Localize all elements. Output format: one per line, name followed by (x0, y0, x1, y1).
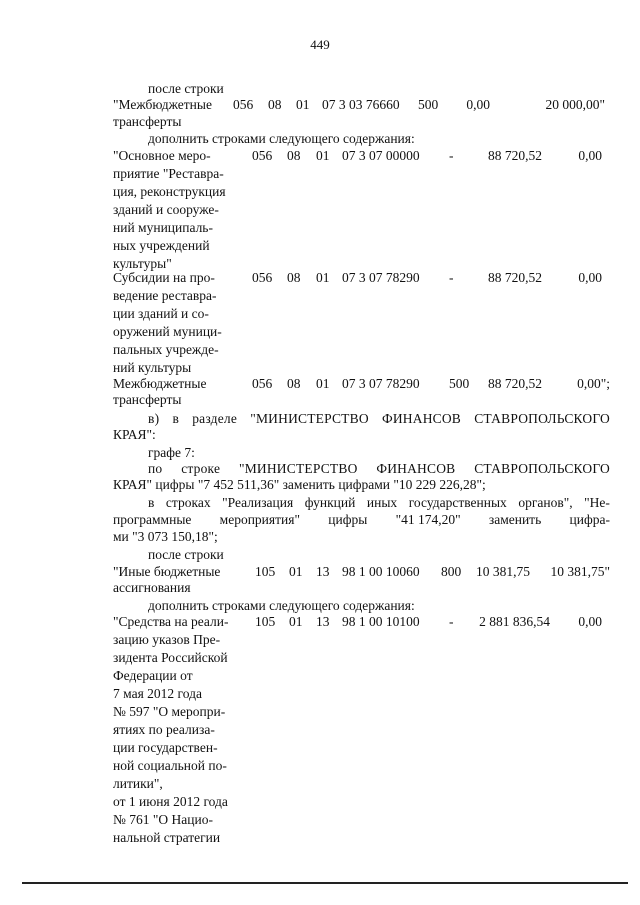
row5-c4: 98 1 00 10060 (342, 564, 420, 579)
row2-c7: 0,00 (578, 148, 602, 163)
row1-c4: 07 3 03 76660 (322, 97, 400, 112)
row6-c1: 105 (255, 614, 276, 629)
row2-name-1: "Основное меро- (113, 148, 211, 163)
row6-name-2: зацию указов Пре- (113, 632, 221, 647)
section-b-heading: в) в разделе "МИНИСТЕРСТВО ФИНАНСОВ СТАВРОПОЛЬСКОГО (148, 411, 610, 426)
row6-name-13: нальной стратегии (113, 830, 221, 845)
row6-name-8: ции государствен- (113, 740, 218, 755)
row6-name-11: от 1 июня 2012 года (113, 794, 228, 809)
row3-c5: - (449, 270, 454, 285)
row3-c6: 88 720,52 (488, 270, 542, 285)
row6-c2: 01 (289, 614, 303, 629)
row6-name-1: "Средства на реали- (113, 614, 229, 629)
row6-name-10: литики", (113, 776, 163, 791)
row6-c7: 0,00 (578, 614, 602, 629)
row3-name-5: пальных учрежде- (113, 342, 219, 357)
row1-c6: 0,00 (466, 97, 490, 112)
row4-c7: 0,00"; (577, 376, 610, 391)
row3-name-2: ведение реставра- (113, 288, 217, 303)
row4-name-1: Межбюджетные (113, 376, 207, 391)
row2-name-7: культуры" (113, 256, 172, 271)
row6-name-4: Федерации от (113, 668, 193, 683)
row6-c6: 2 881 836,54 (479, 614, 550, 629)
row6-name-12: № 761 "О Нацио- (113, 812, 213, 827)
section-b-heading-line2: КРАЯ": (113, 427, 156, 442)
row5-c5: 800 (441, 564, 462, 579)
graph7-label: графе 7: (148, 445, 195, 460)
supplement-label-2: дополнить строками следующего содержания: (148, 598, 415, 613)
row1-c5: 500 (418, 97, 439, 112)
row6-name-5: 7 мая 2012 года (113, 686, 202, 701)
row1-name-1: "Межбюджетные (113, 97, 212, 112)
by-row-line1: по строке "МИНИСТЕРСТВО ФИНАНСОВ СТАВРОПОЛЬСКОГО (148, 461, 610, 476)
row5-name-2: ассигнования (113, 580, 191, 595)
row2-name-6: ных учреждений (113, 238, 210, 253)
row6-name-7: ятиях по реализа- (113, 722, 215, 737)
supplement-label-1: дополнить строками следующего содержания: (148, 131, 415, 146)
row4-c3: 01 (316, 376, 330, 391)
row2-c1: 056 (252, 148, 273, 163)
row1-name-2: трансферты (113, 114, 182, 129)
row3-c1: 056 (252, 270, 273, 285)
row3-c2: 08 (287, 270, 301, 285)
row2-c5: - (449, 148, 454, 163)
row5-name-1: "Иные бюджетные (113, 564, 221, 579)
row2-name-5: ний муниципаль- (113, 220, 213, 235)
row3-c3: 01 (316, 270, 330, 285)
after-row-label: после строки (148, 81, 224, 96)
row3-name-1: Субсидии на про- (113, 270, 215, 285)
row4-c5: 500 (449, 376, 470, 391)
in-rows-line2: программные мероприятия" цифры "41 174,20" заменить цифра- (113, 512, 610, 527)
row5-c7: 10 381,75" (550, 564, 610, 579)
bottom-rule (22, 882, 628, 884)
row5-c1: 105 (255, 564, 276, 579)
row4-c6: 88 720,52 (488, 376, 542, 391)
in-rows-line1: в строках "Реализация функций иных государственных органов", "Не- (148, 495, 610, 510)
row3-name-6: ний культуры (113, 360, 192, 375)
row2-name-4: зданий и сооруже- (113, 202, 219, 217)
row5-c2: 01 (289, 564, 303, 579)
row2-c6: 88 720,52 (488, 148, 542, 163)
row3-name-3: ции зданий и со- (113, 306, 209, 321)
row3-name-4: оружений муници- (113, 324, 222, 339)
row4-c2: 08 (287, 376, 301, 391)
row2-name-3: ция, реконструкция (113, 184, 226, 199)
row3-c7: 0,00 (578, 270, 602, 285)
row3-c4: 07 3 07 78290 (342, 270, 420, 285)
row4-c4: 07 3 07 78290 (342, 376, 420, 391)
row4-c1: 056 (252, 376, 273, 391)
row6-name-3: зидента Российской (113, 650, 228, 665)
row6-name-9: ной социальной по- (113, 758, 227, 773)
row1-c7: 20 000,00" (545, 97, 605, 112)
row1-c2: 08 (268, 97, 282, 112)
row5-c6: 10 381,75 (476, 564, 530, 579)
row2-c3: 01 (316, 148, 330, 163)
row2-c2: 08 (287, 148, 301, 163)
in-rows-line3: ми "3 073 150,18"; (113, 529, 218, 544)
row6-c3: 13 (316, 614, 330, 629)
row5-c3: 13 (316, 564, 330, 579)
row2-c4: 07 3 07 00000 (342, 148, 420, 163)
by-row-line2: КРАЯ" цифры "7 452 511,36" заменить цифрами "10 229 226,28"; (113, 477, 486, 492)
row2-name-2: приятие "Реставра- (113, 166, 224, 181)
row6-c5: - (449, 614, 454, 629)
page-number: 449 (310, 37, 330, 52)
row6-name-6: № 597 "О меропри- (113, 704, 226, 719)
row4-name-2: трансферты (113, 392, 182, 407)
row1-c3: 01 (296, 97, 310, 112)
after-row-label-2: после строки (148, 547, 224, 562)
row6-c4: 98 1 00 10100 (342, 614, 420, 629)
row1-c1: 056 (233, 97, 254, 112)
